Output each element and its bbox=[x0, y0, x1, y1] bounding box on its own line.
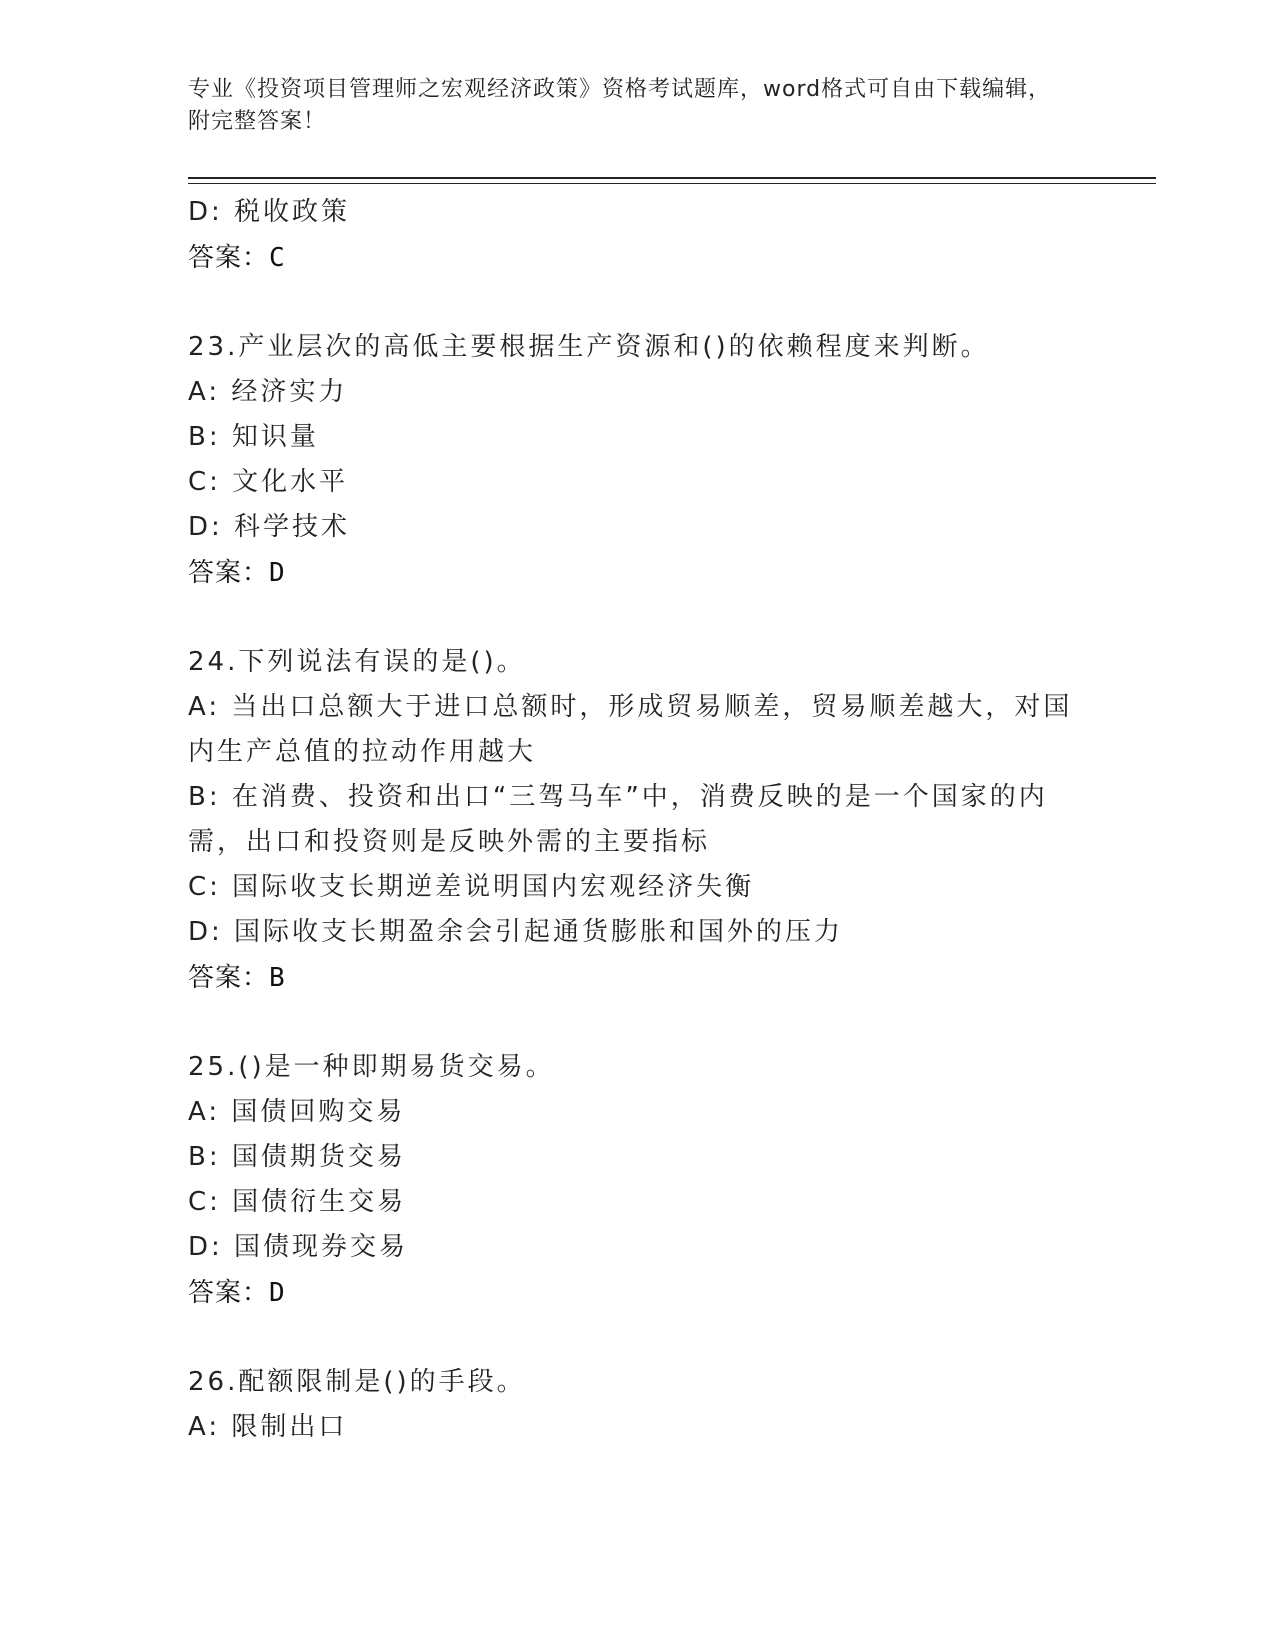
option-a: A: 经济实力 bbox=[188, 377, 348, 407]
answer-line bbox=[188, 1270, 1088, 1316]
header-divider-thick bbox=[188, 177, 1156, 179]
question-stem: 24.下列说法有误的是()。 bbox=[188, 647, 526, 677]
option-a: A: 限制出口 bbox=[188, 1412, 348, 1442]
question-26 bbox=[188, 1360, 1088, 1450]
question-stem: 23.产业层次的高低主要根据生产资源和()的依赖程度来判断。 bbox=[188, 332, 990, 362]
option-b: B: 国债期货交易 bbox=[188, 1142, 406, 1172]
spacer bbox=[188, 596, 1088, 640]
answer-label: 答案： bbox=[188, 243, 270, 273]
answer-line bbox=[188, 955, 1088, 1001]
header-divider-thin bbox=[188, 183, 1156, 184]
spacer bbox=[188, 281, 1088, 325]
option-b: B: 知识量 bbox=[188, 422, 319, 452]
answer-line bbox=[188, 235, 1088, 281]
answer-label: 答案： bbox=[188, 1278, 270, 1308]
question-24 bbox=[188, 640, 1088, 1001]
answer-value: D bbox=[269, 558, 286, 588]
question-stem: 25.()是一种即期易货交易。 bbox=[188, 1052, 555, 1082]
answer-line bbox=[188, 550, 1088, 596]
option-a: A: 国债回购交易 bbox=[188, 1097, 406, 1127]
question-stem: 26.配额限制是()的手段。 bbox=[188, 1367, 526, 1397]
spacer bbox=[188, 1316, 1088, 1360]
answer-value: B bbox=[269, 963, 286, 993]
answer-value: D bbox=[269, 1278, 286, 1308]
document-header: 专业《投资项目管理师之宏观经济政策》资格考试题库，word格式可自由下载编辑，附完整答案！ bbox=[188, 77, 1052, 134]
answer-value: C bbox=[269, 243, 286, 273]
question-25 bbox=[188, 1045, 1088, 1316]
question-23 bbox=[188, 325, 1088, 596]
question-22-fragment bbox=[188, 190, 1088, 281]
option-b: B: 在消费、投资和出口“三驾马车”中，消费反映的是一个国家的内需，出口和投资则是反映外需的主要指标 bbox=[188, 782, 1048, 857]
option-d: D: 税收政策 bbox=[188, 197, 351, 227]
option-a: A: 当出口总额大于进口总额时，形成贸易顺差，贸易顺差越大，对国内生产总值的拉动作用越大 bbox=[188, 692, 1073, 767]
option-c: C: 文化水平 bbox=[188, 467, 349, 497]
option-d: D: 国债现券交易 bbox=[188, 1232, 409, 1262]
spacer bbox=[188, 1001, 1088, 1045]
question-content bbox=[188, 190, 1088, 1450]
option-d: D: 科学技术 bbox=[188, 512, 351, 542]
option-d: D: 国际收支长期盈余会引起通货膨胀和国外的压力 bbox=[188, 917, 844, 947]
option-c: C: 国际收支长期逆差说明国内宏观经济失衡 bbox=[188, 872, 755, 902]
answer-label: 答案： bbox=[188, 558, 270, 588]
option-c: C: 国债衍生交易 bbox=[188, 1187, 407, 1217]
answer-label: 答案： bbox=[188, 963, 270, 993]
